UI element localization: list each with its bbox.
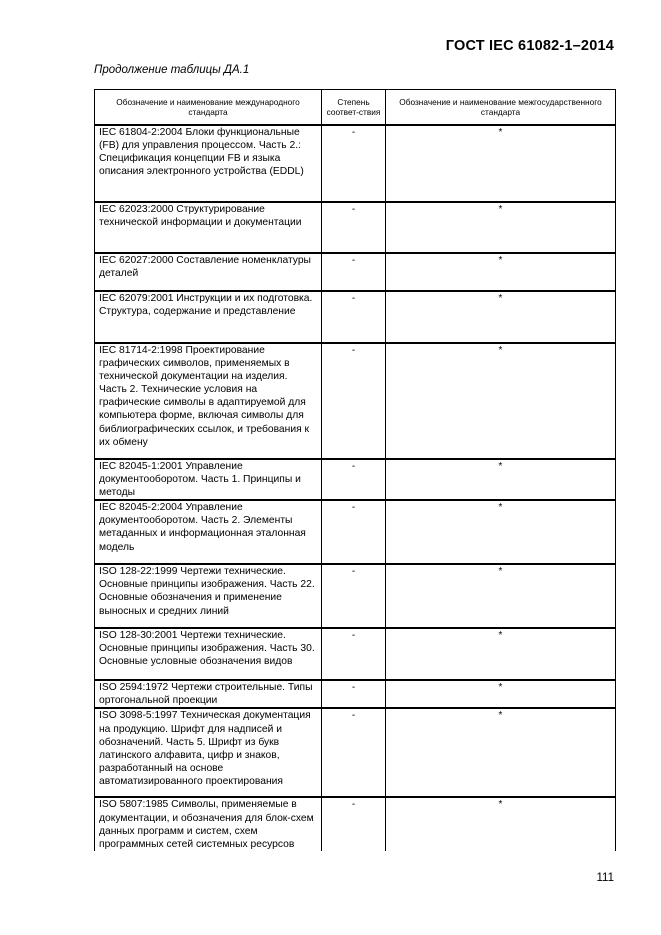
international-standard-cell: IEC 82045-1:2001 Управление документооборотом. Часть 1. Принципы и методы: [95, 459, 322, 500]
interstate-standard-cell: *: [386, 797, 616, 850]
international-standard-cell: ISO 2594:1972 Чертежи строительные. Типы ортогональной проекции: [95, 680, 322, 708]
table-row: [95, 291, 616, 343]
international-standard-cell: ISO 5807:1985 Символы, применяемые в документации, и обозначения для блок-схем данных программ и систем, схем программных сетей системных ресурсов: [95, 797, 322, 850]
table-row: [95, 708, 616, 797]
degree-cell: -: [322, 500, 386, 564]
interstate-standard-cell: *: [386, 680, 616, 708]
degree-cell: -: [322, 680, 386, 708]
interstate-standard-cell: *: [386, 253, 616, 291]
degree-cell: -: [322, 628, 386, 680]
degree-cell: -: [322, 125, 386, 202]
table-header-row: [95, 90, 616, 126]
table-continuation-caption: Продолжение таблицы ДА.1: [94, 64, 250, 76]
standards-correspondence-table: [94, 89, 616, 851]
table-row: [95, 202, 616, 253]
interstate-standard-cell: *: [386, 125, 616, 202]
column-header-international: Обозначение и наименование международного стандарта: [95, 90, 322, 126]
table-row: [95, 253, 616, 291]
international-standard-cell: ISO 128-30:2001 Чертежи технические. Основные принципы изображения. Часть 30. Основные условные обозначения видов: [95, 628, 322, 680]
degree-cell: -: [322, 797, 386, 850]
degree-cell: -: [322, 202, 386, 253]
interstate-standard-cell: *: [386, 343, 616, 459]
degree-cell: -: [322, 708, 386, 797]
international-standard-cell: ISO 128-22:1999 Чертежи технические. Основные принципы изображения. Часть 22. Основные обозначения и применение выносных и средних линий: [95, 564, 322, 628]
table-row: [95, 797, 616, 850]
table-row: [95, 564, 616, 628]
international-standard-cell: IEC 62079:2001 Инструкции и их подготовка. Структура, содержание и представление: [95, 291, 322, 343]
column-header-degree: Степень соответ-ствия: [322, 90, 386, 126]
table-row: [95, 125, 616, 202]
interstate-standard-cell: *: [386, 291, 616, 343]
degree-cell: -: [322, 253, 386, 291]
column-header-interstate: Обозначение и наименование межгосударственного стандарта: [386, 90, 616, 126]
degree-cell: -: [322, 291, 386, 343]
international-standard-cell: IEC 61804-2:2004 Блоки функциональные (FB) для управления процессом. Часть 2.: Спецификация концепции FB и языка описания электронного устройства (EDDL): [95, 125, 322, 202]
document-title: ГОСТ IEC 61082-1–2014: [445, 38, 614, 54]
interstate-standard-cell: *: [386, 202, 616, 253]
international-standard-cell: IEC 62023:2000 Структурирование технической информации и документации: [95, 202, 322, 253]
interstate-standard-cell: *: [386, 564, 616, 628]
international-standard-cell: IEC 62027:2000 Составление номенклатуры деталей: [95, 253, 322, 291]
degree-cell: -: [322, 343, 386, 459]
table-row: [95, 680, 616, 708]
page-number: 111: [596, 872, 614, 884]
interstate-standard-cell: *: [386, 459, 616, 500]
table-row: [95, 343, 616, 459]
table-row: [95, 500, 616, 564]
interstate-standard-cell: *: [386, 628, 616, 680]
international-standard-cell: IEC 82045-2:2004 Управление документооборотом. Часть 2. Элементы метаданных и информационная эталонная модель: [95, 500, 322, 564]
table-row: [95, 628, 616, 680]
table-row: [95, 459, 616, 500]
interstate-standard-cell: *: [386, 708, 616, 797]
interstate-standard-cell: *: [386, 500, 616, 564]
international-standard-cell: ISO 3098-5:1997 Техническая документация на продукцию. Шрифт для надписей и обозначений. Часть 5. Шрифт из букв латинского алфавита, цифр и знаков, разработанный на основе автоматизированного проектирования: [95, 708, 322, 797]
degree-cell: -: [322, 459, 386, 500]
international-standard-cell: IEC 81714-2:1998 Проектирование графических символов, применяемых в технической документации на изделия. Часть 2. Технические условия на графические символы в адаптируемой для компьютера форме, включая символы для библиографических ссылок, и требования к их обмену: [95, 343, 322, 459]
degree-cell: -: [322, 564, 386, 628]
